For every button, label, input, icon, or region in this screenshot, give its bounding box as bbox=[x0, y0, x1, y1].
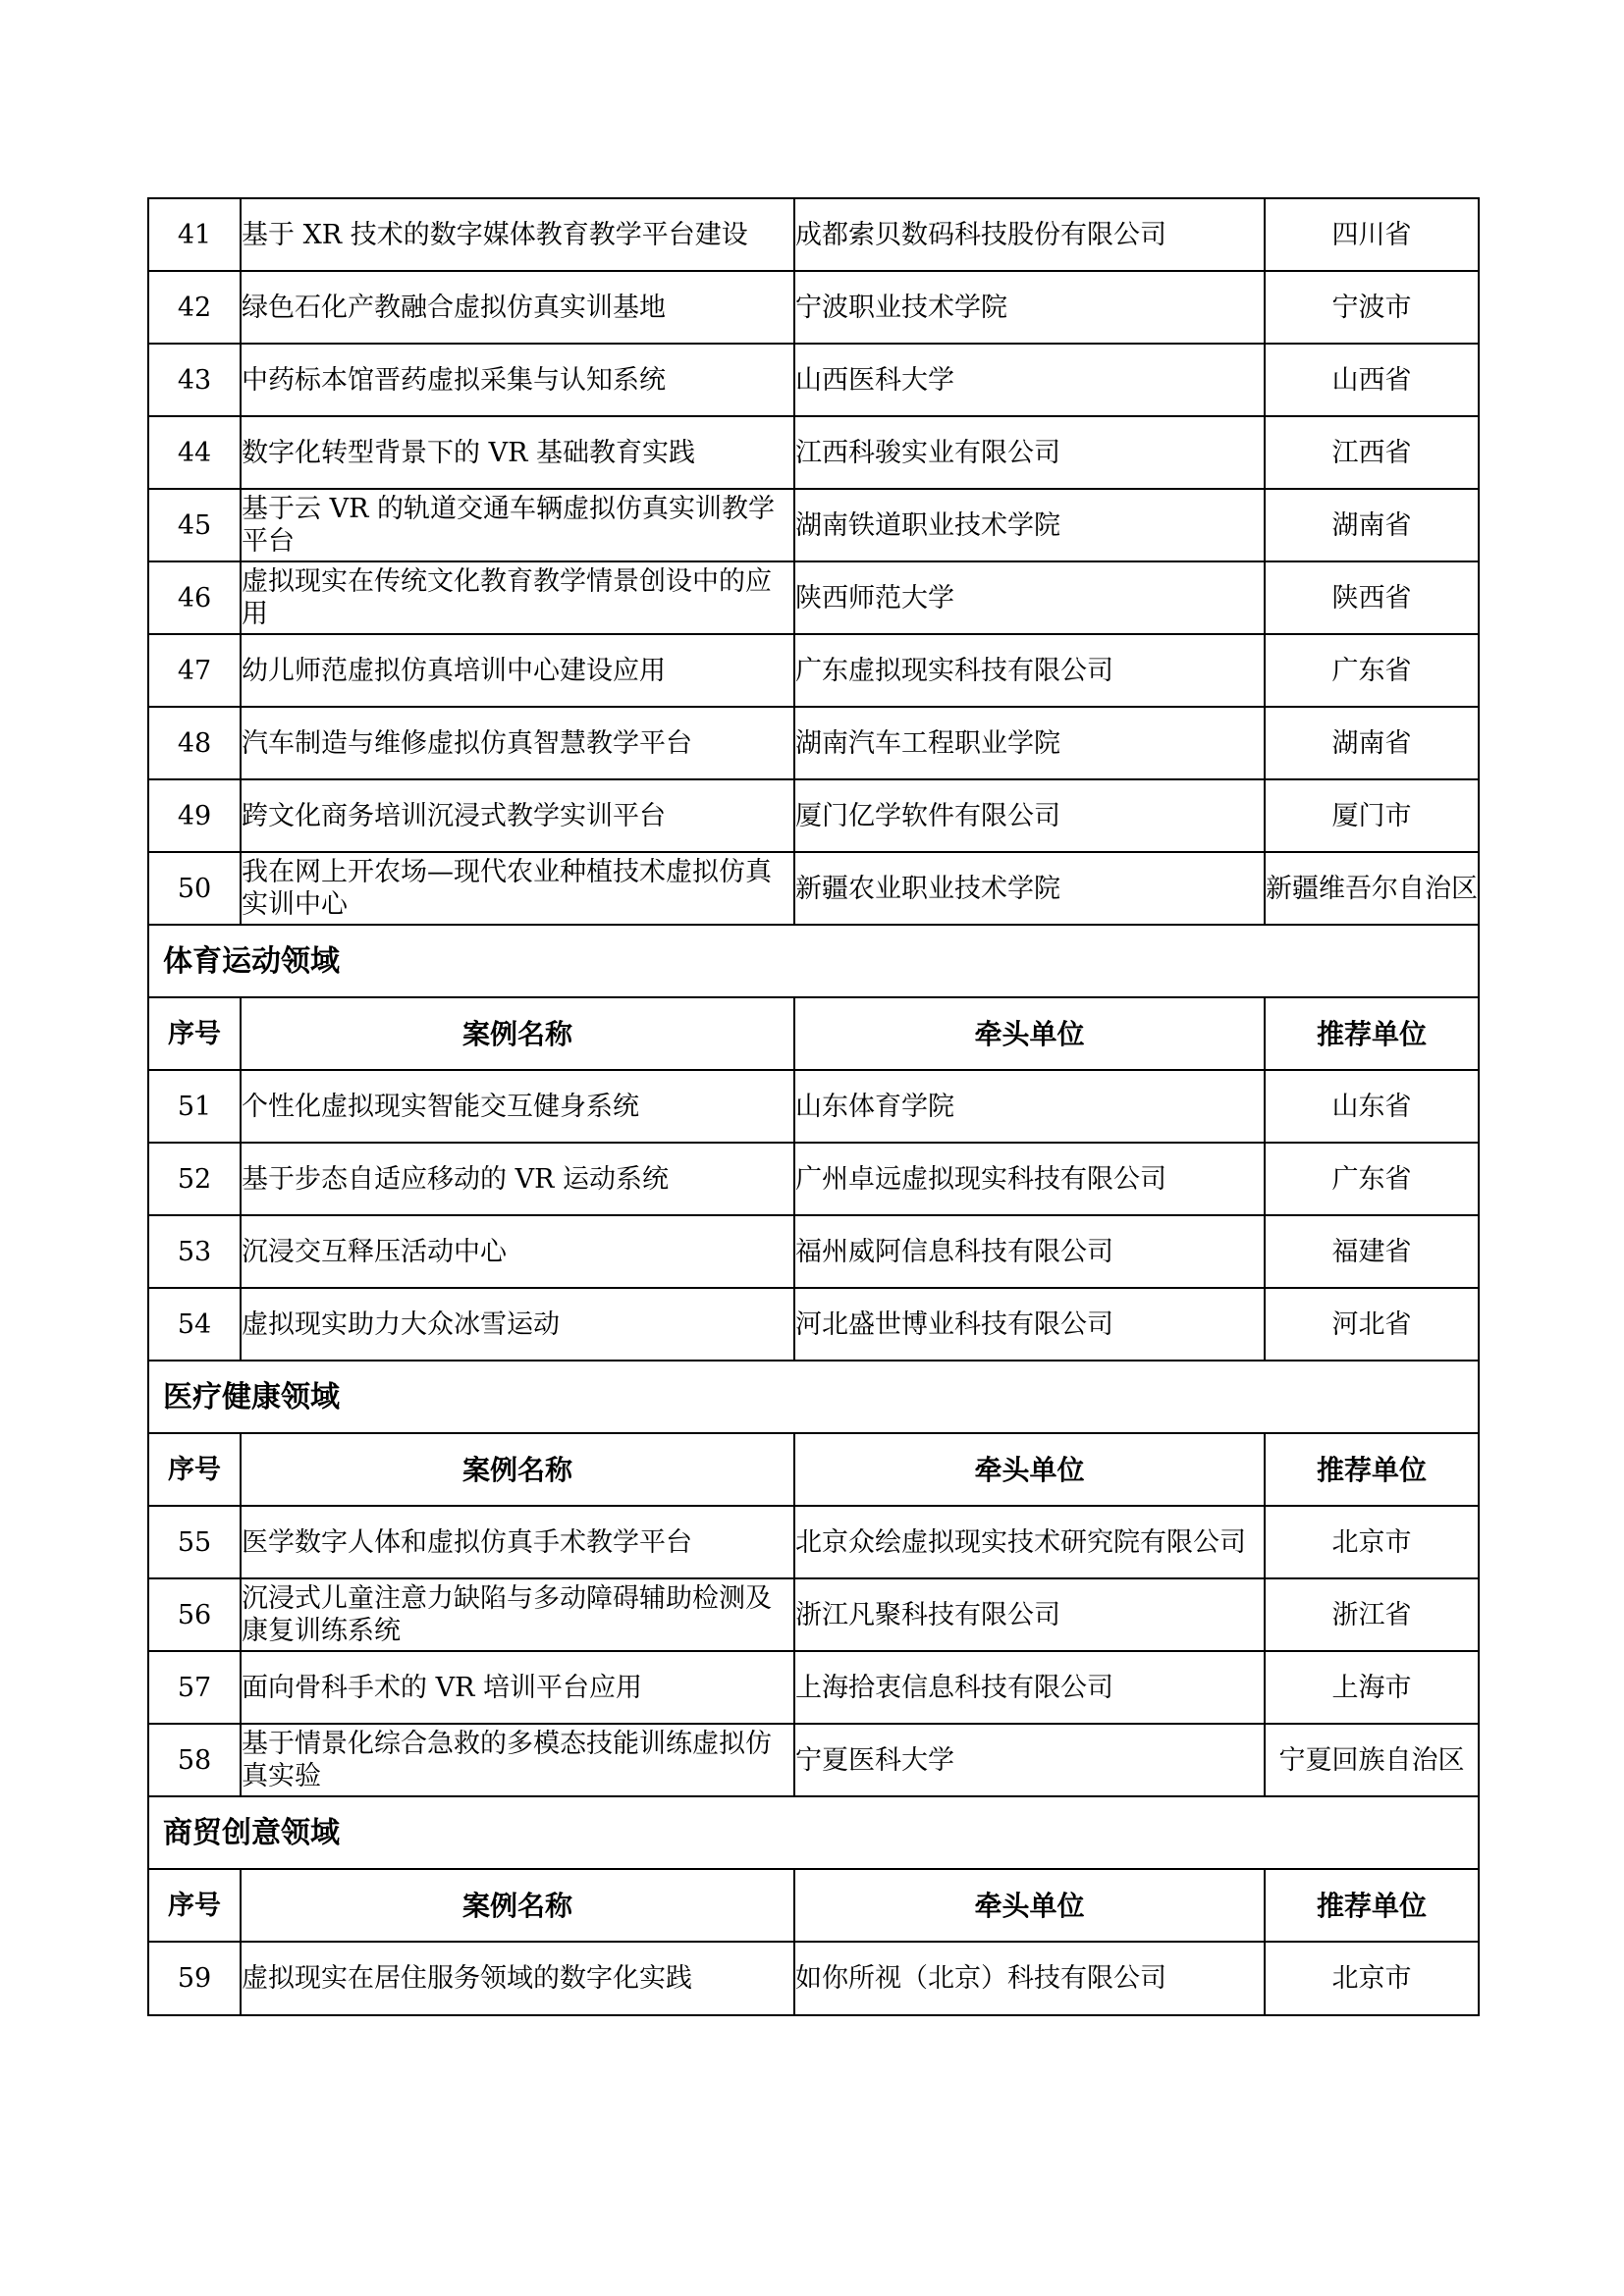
table-row bbox=[148, 1070, 1479, 1143]
table-row bbox=[148, 1724, 1479, 1796]
case-number: 44 bbox=[148, 416, 241, 489]
case-number: 42 bbox=[148, 271, 241, 344]
table-row bbox=[148, 416, 1479, 489]
case-name: 汽车制造与维修虚拟仿真智慧教学平台 bbox=[241, 707, 794, 779]
table-row bbox=[148, 489, 1479, 561]
lead-unit: 宁波职业技术学院 bbox=[794, 271, 1265, 344]
case-name: 个性化虚拟现实智能交互健身系统 bbox=[241, 1070, 794, 1143]
lead-unit: 江西科骏实业有限公司 bbox=[794, 416, 1265, 489]
section-heading-row bbox=[148, 1796, 1479, 1869]
lead-unit: 湖南铁道职业技术学院 bbox=[794, 489, 1265, 561]
section-title: 医疗健康领域 bbox=[148, 1361, 1479, 1433]
case-number: 41 bbox=[148, 198, 241, 271]
lead-unit: 河北盛世博业科技有限公司 bbox=[794, 1288, 1265, 1361]
lead-unit: 浙江凡聚科技有限公司 bbox=[794, 1578, 1265, 1651]
case-number: 48 bbox=[148, 707, 241, 779]
case-number: 45 bbox=[148, 489, 241, 561]
column-header-recommending-unit: 推荐单位 bbox=[1265, 997, 1479, 1070]
column-header-lead-unit: 牵头单位 bbox=[794, 1433, 1265, 1506]
case-number: 57 bbox=[148, 1651, 241, 1724]
table-header-row bbox=[148, 1433, 1479, 1506]
case-number: 54 bbox=[148, 1288, 241, 1361]
lead-unit: 厦门亿学软件有限公司 bbox=[794, 779, 1265, 852]
case-name: 基于 XR 技术的数字媒体教育教学平台建设 bbox=[241, 198, 794, 271]
table-row bbox=[148, 1143, 1479, 1215]
column-header-recommending-unit: 推荐单位 bbox=[1265, 1433, 1479, 1506]
recommending-unit: 山东省 bbox=[1265, 1070, 1479, 1143]
column-header-case-name: 案例名称 bbox=[241, 1433, 794, 1506]
lead-unit: 湖南汽车工程职业学院 bbox=[794, 707, 1265, 779]
case-name: 虚拟现实在传统文化教育教学情景创设中的应用 bbox=[241, 561, 794, 634]
lead-unit: 广东虚拟现实科技有限公司 bbox=[794, 634, 1265, 707]
case-name: 幼儿师范虚拟仿真培训中心建设应用 bbox=[241, 634, 794, 707]
case-number: 59 bbox=[148, 1942, 241, 2015]
lead-unit: 山西医科大学 bbox=[794, 344, 1265, 416]
table-row bbox=[148, 707, 1479, 779]
lead-unit: 成都索贝数码科技股份有限公司 bbox=[794, 198, 1265, 271]
recommending-unit: 四川省 bbox=[1265, 198, 1479, 271]
table-row bbox=[148, 1506, 1479, 1578]
lead-unit: 山东体育学院 bbox=[794, 1070, 1265, 1143]
column-header-number: 序号 bbox=[148, 1433, 241, 1506]
recommending-unit: 陕西省 bbox=[1265, 561, 1479, 634]
case-name: 基于云 VR 的轨道交通车辆虚拟仿真实训教学平台 bbox=[241, 489, 794, 561]
lead-unit: 新疆农业职业技术学院 bbox=[794, 852, 1265, 925]
lead-unit: 上海拾衷信息科技有限公司 bbox=[794, 1651, 1265, 1724]
recommending-unit: 山西省 bbox=[1265, 344, 1479, 416]
case-name: 中药标本馆晋药虚拟采集与认知系统 bbox=[241, 344, 794, 416]
case-number: 51 bbox=[148, 1070, 241, 1143]
table-row bbox=[148, 1288, 1479, 1361]
case-number: 50 bbox=[148, 852, 241, 925]
column-header-lead-unit: 牵头单位 bbox=[794, 997, 1265, 1070]
case-name: 医学数字人体和虚拟仿真手术教学平台 bbox=[241, 1506, 794, 1578]
section-title: 商贸创意领域 bbox=[148, 1796, 1479, 1869]
section-title: 体育运动领域 bbox=[148, 925, 1479, 997]
recommending-unit: 上海市 bbox=[1265, 1651, 1479, 1724]
document-page bbox=[147, 197, 1478, 2016]
table-row bbox=[148, 1942, 1479, 2015]
case-number: 47 bbox=[148, 634, 241, 707]
recommending-unit: 河北省 bbox=[1265, 1288, 1479, 1361]
table-row bbox=[148, 1215, 1479, 1288]
case-name: 我在网上开农场—现代农业种植技术虚拟仿真实训中心 bbox=[241, 852, 794, 925]
case-number: 55 bbox=[148, 1506, 241, 1578]
recommending-unit: 宁夏回族自治区 bbox=[1265, 1724, 1479, 1796]
lead-unit: 陕西师范大学 bbox=[794, 561, 1265, 634]
table-row bbox=[148, 198, 1479, 271]
case-name: 绿色石化产教融合虚拟仿真实训基地 bbox=[241, 271, 794, 344]
lead-unit: 如你所视（北京）科技有限公司 bbox=[794, 1942, 1265, 2015]
case-name: 基于情景化综合急救的多模态技能训练虚拟仿真实验 bbox=[241, 1724, 794, 1796]
recommending-unit: 宁波市 bbox=[1265, 271, 1479, 344]
recommending-unit: 福建省 bbox=[1265, 1215, 1479, 1288]
case-name: 数字化转型背景下的 VR 基础教育实践 bbox=[241, 416, 794, 489]
lead-unit: 宁夏医科大学 bbox=[794, 1724, 1265, 1796]
case-name: 虚拟现实助力大众冰雪运动 bbox=[241, 1288, 794, 1361]
table-row bbox=[148, 779, 1479, 852]
table-row bbox=[148, 1651, 1479, 1724]
table-row bbox=[148, 561, 1479, 634]
case-name: 虚拟现实在居住服务领域的数字化实践 bbox=[241, 1942, 794, 2015]
column-header-number: 序号 bbox=[148, 997, 241, 1070]
recommending-unit: 厦门市 bbox=[1265, 779, 1479, 852]
case-number: 46 bbox=[148, 561, 241, 634]
case-number: 49 bbox=[148, 779, 241, 852]
table-row bbox=[148, 344, 1479, 416]
recommending-unit: 北京市 bbox=[1265, 1942, 1479, 2015]
table-row bbox=[148, 852, 1479, 925]
case-table bbox=[147, 197, 1480, 2016]
recommending-unit: 湖南省 bbox=[1265, 489, 1479, 561]
table-header-row bbox=[148, 1869, 1479, 1942]
recommending-unit: 北京市 bbox=[1265, 1506, 1479, 1578]
recommending-unit: 江西省 bbox=[1265, 416, 1479, 489]
case-name: 面向骨科手术的 VR 培训平台应用 bbox=[241, 1651, 794, 1724]
case-number: 53 bbox=[148, 1215, 241, 1288]
column-header-number: 序号 bbox=[148, 1869, 241, 1942]
case-number: 58 bbox=[148, 1724, 241, 1796]
lead-unit: 北京众绘虚拟现实技术研究院有限公司 bbox=[794, 1506, 1265, 1578]
case-number: 43 bbox=[148, 344, 241, 416]
recommending-unit: 湖南省 bbox=[1265, 707, 1479, 779]
section-heading-row bbox=[148, 925, 1479, 997]
recommending-unit: 浙江省 bbox=[1265, 1578, 1479, 1651]
lead-unit: 福州威阿信息科技有限公司 bbox=[794, 1215, 1265, 1288]
recommending-unit: 广东省 bbox=[1265, 1143, 1479, 1215]
case-name: 沉浸式儿童注意力缺陷与多动障碍辅助检测及康复训练系统 bbox=[241, 1578, 794, 1651]
column-header-case-name: 案例名称 bbox=[241, 997, 794, 1070]
case-name: 沉浸交互释压活动中心 bbox=[241, 1215, 794, 1288]
table-header-row bbox=[148, 997, 1479, 1070]
column-header-recommending-unit: 推荐单位 bbox=[1265, 1869, 1479, 1942]
case-number: 56 bbox=[148, 1578, 241, 1651]
table-row bbox=[148, 1578, 1479, 1651]
lead-unit: 广州卓远虚拟现实科技有限公司 bbox=[794, 1143, 1265, 1215]
case-number: 52 bbox=[148, 1143, 241, 1215]
table-row bbox=[148, 634, 1479, 707]
table-row bbox=[148, 271, 1479, 344]
column-header-case-name: 案例名称 bbox=[241, 1869, 794, 1942]
column-header-lead-unit: 牵头单位 bbox=[794, 1869, 1265, 1942]
recommending-unit: 广东省 bbox=[1265, 634, 1479, 707]
case-name: 跨文化商务培训沉浸式教学实训平台 bbox=[241, 779, 794, 852]
section-heading-row bbox=[148, 1361, 1479, 1433]
recommending-unit: 新疆维吾尔自治区 bbox=[1265, 852, 1479, 925]
case-name: 基于步态自适应移动的 VR 运动系统 bbox=[241, 1143, 794, 1215]
